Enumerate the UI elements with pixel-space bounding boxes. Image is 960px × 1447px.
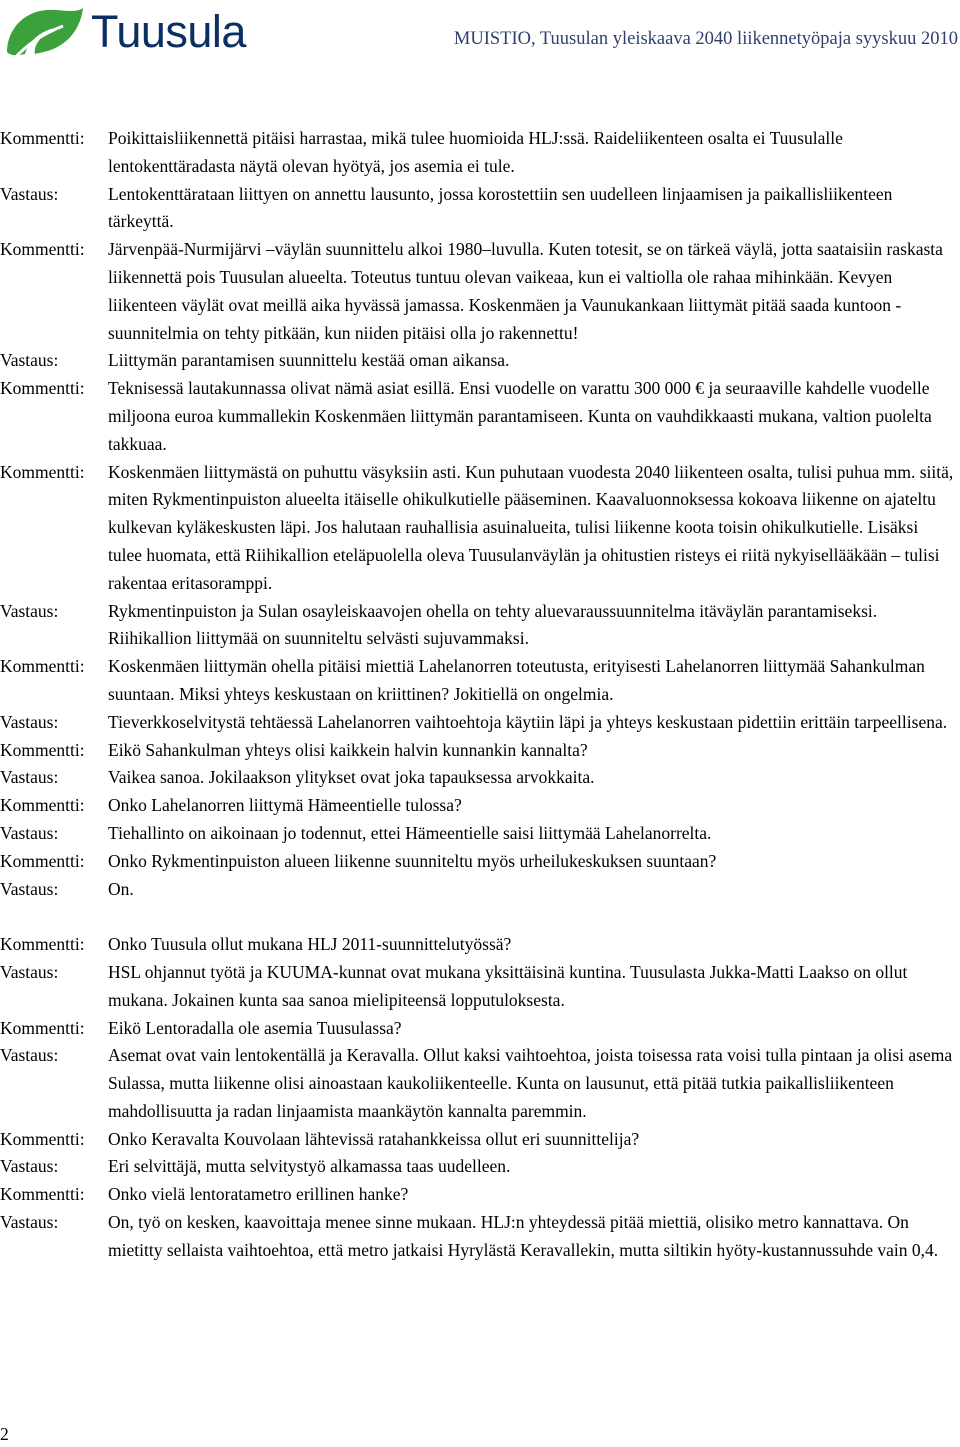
minutes-entry (0, 764, 960, 792)
logo-wordmark: Tuusula (91, 6, 246, 57)
entry-label: Vastaus: (0, 1045, 59, 1066)
minutes-entry (0, 347, 960, 375)
entry-label: Kommentti: (0, 378, 85, 399)
minutes-entry (0, 1015, 960, 1043)
minutes-entry (0, 792, 960, 820)
entry-label: Vastaus: (0, 961, 59, 982)
minutes-entry (0, 375, 960, 458)
entry-label: Vastaus: (0, 600, 59, 621)
entry-text: Onko Rykmentinpuiston alueen liikenne suunniteltu myös urheilukeskuksen suuntaan? (108, 850, 717, 871)
entry-text: Teknisessä lautakunnassa olivat nämä asiat esillä. Ensi vuodelle on varattu 300 000 € ja seuraaville kahdelle vuodelle miljoona euroa kummallekin Koskenmäen liittymän parantamiseen. Kunta on vauhdikkaasti mukana, valtion puolelta takkuaa. (108, 378, 932, 454)
leaf-icon (3, 4, 89, 66)
minutes-entry (0, 125, 960, 181)
entry-label: Vastaus: (0, 1212, 59, 1233)
entry-label: Kommentti: (0, 795, 85, 816)
tuusula-logo (3, 4, 293, 64)
minutes-entry (0, 876, 960, 904)
entry-text: Liittymän parantamisen suunnittelu kestää oman aikansa. (108, 350, 510, 371)
entry-text: Koskenmäen liittymästä on puhuttu väsyksiin asti. Kun puhutaan vuodesta 2040 liikenteen osalta, tulisi puhua mm. siitä, miten Rykmentinpuiston alueelta itäiselle ohikulkutielle pääseminen. Kaavaluonnoksessa kokoava liikenne on ajateltu kulkevan kyläkeskusten läpi. Jos halutaan rauhallisia asuinalueita, tulisi liikenne koota toisin ohikulkutielle. Lisäksi tulee huomata, että Riihikallion eteläpuolella oleva Tuusulanväylän ja ohitustien risteys ei riitä nykyisellääkään – tulisi rakentaa eritasoramppi. (108, 461, 954, 593)
entry-label: Vastaus: (0, 183, 59, 204)
entry-text: Tieverkkoselvitystä tehtäessä Lahelanorren vaihtoehtoja käytiin läpi ja yhteys keskustaan pidettiin erittäin tarpeellisena. (108, 711, 948, 732)
entry-text: HSL ohjannut työtä ja KUUMA-kunnat ovat mukana yksittäisinä kuntina. Tuusulasta Jukka-Matti Laakso on ollut mukana. Jokainen kunta saa sanoa mielipiteensä lopputuloksesta. (108, 961, 908, 1010)
entry-text: Asemat ovat vain lentokentällä ja Keravalla. Ollut kaksi vaihtoehtoa, joista toisessa rata voisi tulla pintaan ja olisi asema Sulassa, mutta liikenne olisi ainoastaan kaukoliikenteelle. Kunta on lausunut, että pitää tutkia paikallisliikenteen mahdollisuutta ja radan linjaamista maankäytön kannalta paremmin. (108, 1045, 953, 1121)
document-title: MUISTIO, Tuusulan yleiskaava 2040 liikennetyöpaja syyskuu 2010 (453, 29, 958, 49)
minutes-entry (0, 598, 960, 654)
entry-text: Eikö Sahankulman yhteys olisi kaikkein halvin kunnankin kannalta? (108, 739, 588, 760)
entry-text: Tiehallinto on aikoinaan jo todennut, ettei Hämeentielle saisi liittymää Lahelanorrelta. (108, 822, 712, 843)
minutes-entry (0, 1181, 960, 1209)
entry-text: Eikö Lentoradalla ole asemia Tuusulassa? (108, 1017, 402, 1038)
minutes-entry (0, 236, 960, 347)
entry-label: Kommentti: (0, 1184, 85, 1205)
minutes-entry (0, 820, 960, 848)
page-number: 2 (0, 1424, 9, 1444)
entry-label: Kommentti: (0, 934, 85, 955)
entry-text: Lentokenttärataan liittyen on annettu lausunto, jossa korostettiin sen uudelleen linjaamisen ja paikallisliikenteen tärkeyttä. (108, 183, 893, 232)
entry-label: Kommentti: (0, 1128, 85, 1149)
entry-label: Kommentti: (0, 850, 85, 871)
minutes-entry (0, 1042, 960, 1125)
entry-text: Onko Tuusula ollut mukana HLJ 2011-suunnittelutyössä? (108, 934, 512, 955)
section-gap (0, 903, 960, 931)
entry-label: Vastaus: (0, 1156, 59, 1177)
entry-label: Vastaus: (0, 711, 59, 732)
minutes-entry (0, 459, 960, 598)
entry-text: Vaikea sanoa. Jokilaakson ylitykset ovat joka tapauksessa arvokkaita. (108, 767, 595, 788)
minutes-entry (0, 653, 960, 709)
entry-label: Kommentti: (0, 1017, 85, 1038)
minutes-entry (0, 709, 960, 737)
entry-text: Rykmentinpuiston ja Sulan osayleiskaavojen ohella on tehty aluevaraussuunnitelma itäväylän parantamiseksi. Riihikallion liittymää on suunniteltu selvästi sujuvammaksi. (108, 600, 878, 649)
minutes-body (0, 125, 960, 1265)
entry-label: Vastaus: (0, 878, 59, 899)
entry-label: Kommentti: (0, 239, 85, 260)
entry-label: Vastaus: (0, 350, 59, 371)
entry-text: Koskenmäen liittymän ohella pitäisi miettiä Lahelanorren toteutusta, erityisesti Lahelanorren liittymää Sahankulman suuntaan. Miksi yhteys keskustaan on kriittinen? Jokitiellä on ongelmia. (108, 656, 925, 704)
entry-label: Kommentti: (0, 739, 85, 760)
minutes-entry (0, 959, 960, 1015)
entry-text: On, työ on kesken, kaavoittaja menee sinne mukaan. HLJ:n yhteydessä pitää miettiä, olisiko metro kannattava. On mietitty sellaista vaihtoehtoa, että metro jatkaisi Hyrylästä Keravallekin, mutta siltikin hyöty-kustannussuhde vain 0,4. (108, 1212, 939, 1260)
minutes-entry (0, 848, 960, 876)
entry-text: Onko Lahelanorren liittymä Hämeentielle tulossa? (108, 795, 462, 816)
minutes-entry (0, 1153, 960, 1181)
entry-text: Onko vielä lentoratametro erillinen hanke? (108, 1184, 409, 1205)
entry-text: Järvenpää-Nurmijärvi –väylän suunnittelu alkoi 1980–luvulla. Kuten totesit, se on tärkeä väylä, jotta saataisiin raskasta liikennettä pois Tuusulan alueelta. Toteutus tuntuu olevan vaikeaa, kun ei valtiolla ole rahaa mihinkään. Kevyen liikenteen väylät ovat meillä aika hyvässä jamassa. Koskenmäen ja Vaunukankaan liittymät pitää saada kuntoon - suunnitelmia on tehty pitkään, kun niiden pitäisi olla jo rakennettu! (108, 239, 943, 343)
entry-text: Eri selvittäjä, mutta selvitystyö alkamassa taas uudelleen. (108, 1156, 511, 1177)
entry-text: Onko Keravalta Kouvolaan lähtevissä ratahankkeissa ollut eri suunnittelija? (108, 1128, 640, 1149)
entry-text: Poikittaisliikennettä pitäisi harrastaa, mikä tulee huomioida HLJ:ssä. Raideliikenteen osalta ei Tuusulalle lentokenttäradasta näytä olevan hyötyä, jos asemia ei tule. (108, 128, 843, 176)
page-header (0, 0, 960, 72)
entry-label: Kommentti: (0, 461, 85, 482)
entry-text: On. (108, 878, 134, 899)
entry-label: Vastaus: (0, 767, 59, 788)
minutes-entry (0, 181, 960, 237)
minutes-entry (0, 1209, 960, 1265)
minutes-entry (0, 737, 960, 765)
entry-label: Kommentti: (0, 128, 85, 148)
entry-label: Kommentti: (0, 656, 85, 677)
entry-label: Vastaus: (0, 822, 59, 843)
minutes-entry (0, 1126, 960, 1154)
minutes-entry (0, 931, 960, 959)
